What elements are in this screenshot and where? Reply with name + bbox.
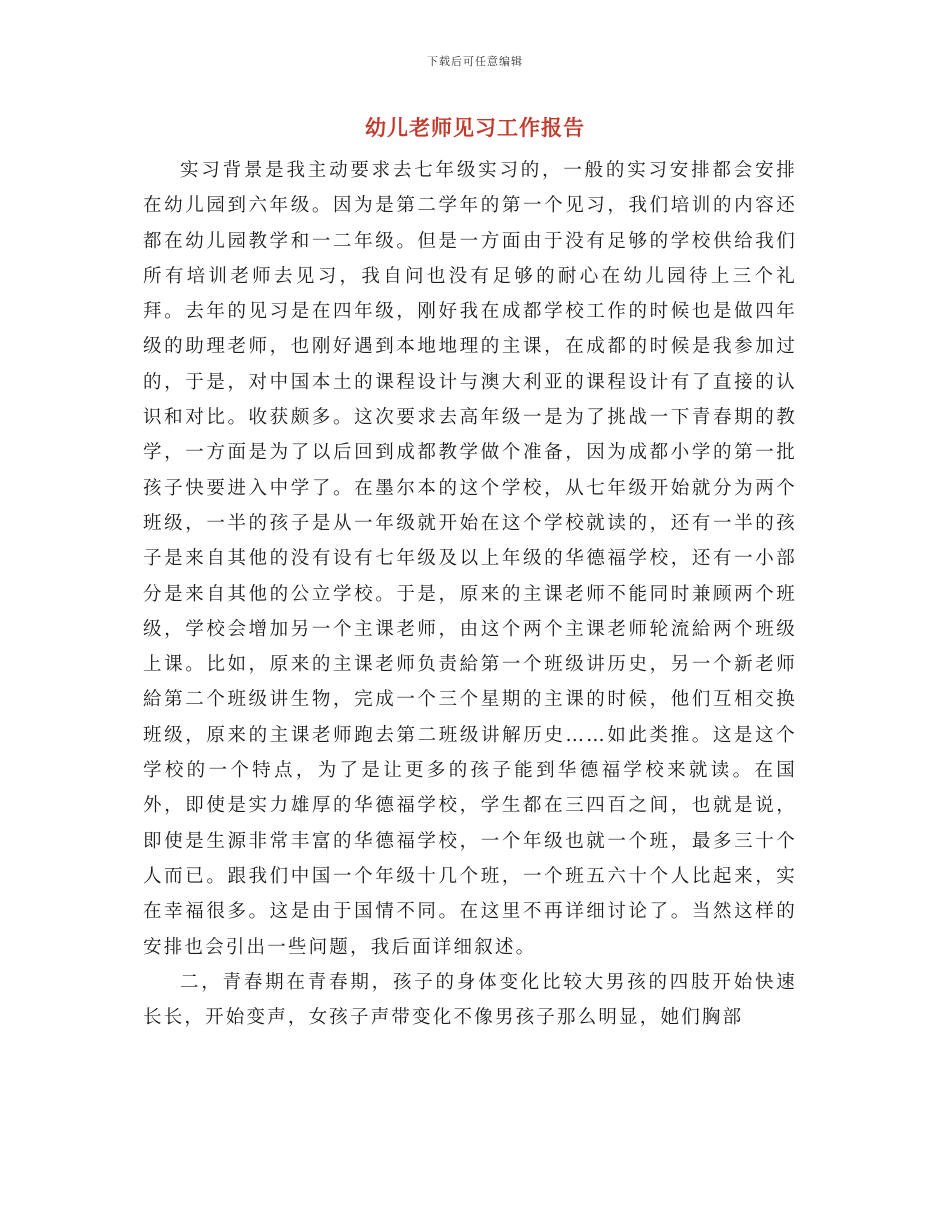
paragraph-background: 实习背景是我主动要求去七年级实习的，一般的实习安排都会安排在幼儿园到六年级。因为是第二学年的第一个见习，我们培训的内容还都在幼儿园教学和一二年级。但是一方面由于没有足够的学校供给我们所有培训老师去见习，我自问也没有足够的耐心在幼儿园待上三个礼拜。去年的见习是在四年级，刚好我在成都学校工作的时候也是做四年级的助理老师，也刚好遇到本地地理的主课，在成都的时候是我参加过的，于是，对中国本土的课程设计与澳大利亚的课程设计有了直接的认识和对比。收获颇多。这次要求去高年级一是为了挑战一下青春期的教学，一方面是为了以后回到成都教学做个准备，因为成都小学的第一批孩子快要进入中学了。在墨尔本的这个学校，从七年级开始就分为两个班级，一半的孩子是从一年级就开始在这个学校就读的，还有一半的孩子是来自其他的没有设有七年级及以上年级的华德福学校，还有一小部分是来自其他的公立学校。于是，原来的主课老师不能同时兼顾两个班级，学校会增加另一个主课老师，由这个两个主课老师轮流給两个班级上课。比如，原来的主课老师负责給第一个班级讲历史，另一个新老师給第二个班级讲生物，完成一个三个星期的主课的时候，他们互相交换班级，原来的主课老师跑去第二班级讲解历史……如此类推。这是这个学校的一个特点，为了是让更多的孩子能到华德福学校来就读。在国外，即使是实力雄厚的华德福学校，学生都在三四百之间，也就是说，即使是生源非常丰富的华德福学校，一个年级也就一个班，最多三十个人而已。跟我们中国一个年级十几个班，一个班五六十个人比起来，实在幸福很多。这是由于国情不同。在这里不再详细讨论了。当然这样的安排也会引出一些问题，我后面详细叙述。: [143, 160, 797, 958]
document-body: [143, 153, 797, 1035]
document-title: 幼儿老师见习工作报告: [365, 115, 585, 140]
paragraph-adolescence: 二，青春期在青春期，孩子的身体变化比较大男孩的四肢开始快速长长，开始变声，女孩子声带变化不像男孩子那么明显，她们胸部: [143, 971, 797, 1029]
header-note: 下载后可任意编辑: [427, 55, 523, 68]
